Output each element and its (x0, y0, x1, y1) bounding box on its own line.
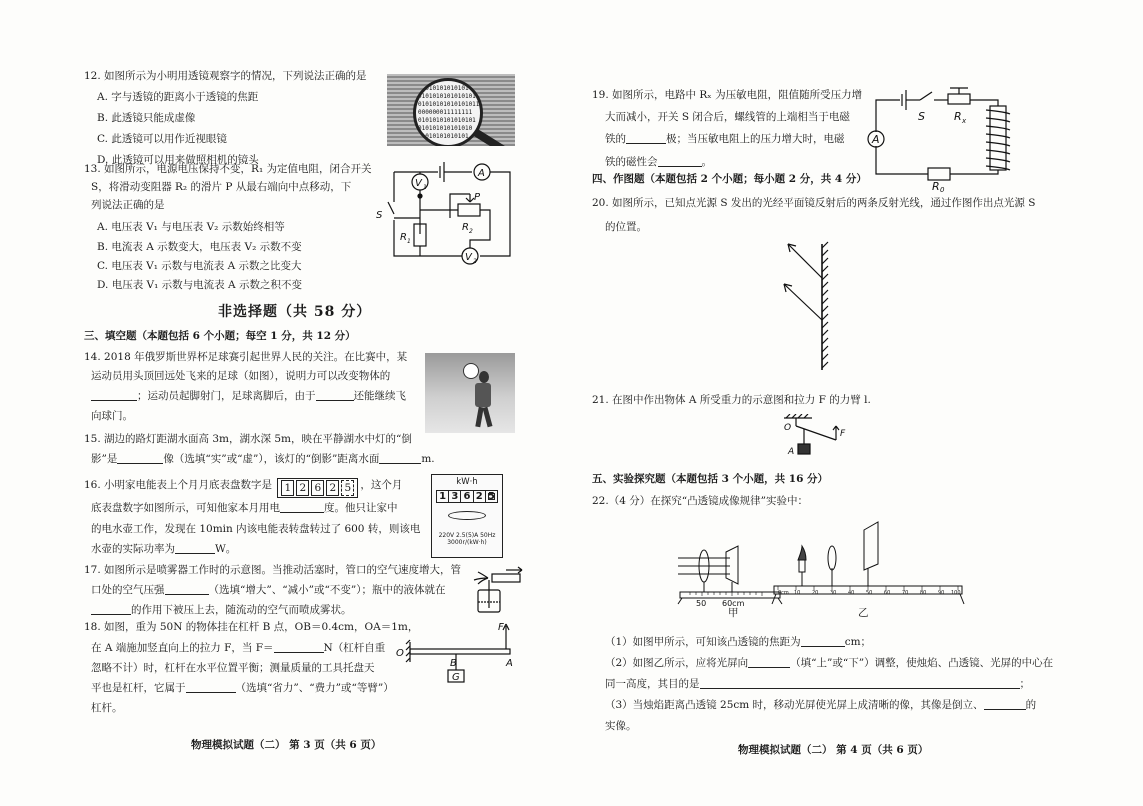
q21-lever-diagram (776, 414, 856, 460)
q21-line-1: 21. 在图中作出物体 A 所受重力的示意图和拉力 F 的力臂 l. (592, 394, 871, 406)
q17-blank-2[interactable] (91, 604, 131, 615)
q15-blank-1[interactable] (117, 453, 163, 464)
q13-switch-label: S (376, 210, 383, 221)
q14-line-3a: ；运动员起脚射门，足球离脚后，由于 (137, 390, 316, 402)
q22-yi-tick: 60 (884, 590, 891, 596)
q18-blank-2[interactable] (186, 682, 236, 693)
meter-digit: 2 (474, 491, 486, 502)
q22-sub-3b: 的 (1025, 699, 1037, 711)
q12-digit-line: 0101010101010101 (418, 93, 476, 100)
q14-blank-2[interactable] (316, 390, 354, 401)
q22-yi-tick: 40 (848, 590, 855, 596)
q18-lever-diagram (392, 620, 522, 688)
q14-blank-1[interactable] (91, 390, 137, 401)
q16-line-2a: 底表盘数字如图所示，可知他家本月用电 (91, 502, 280, 514)
q13-stem-3: 列说法正确的是 (91, 199, 165, 211)
q18-label-b: B (450, 658, 457, 669)
q15-line-2b: 像（选填“实”或“虚”），该灯的“倒影”距离水面 (163, 453, 380, 465)
q18-line-2b: N（杠杆自重 (323, 642, 386, 654)
q22-yi-tick: 0cm (778, 590, 789, 596)
q18-line-4b: （选填“省力”、“费力”或“等臂”） (235, 682, 394, 694)
q22-yi-tick: 80 (920, 590, 927, 596)
magnifier-photo (387, 74, 515, 146)
q22-sub-2-cont (605, 677, 1030, 691)
q12-option-d: D. 此透镜可以用来做照相机的镜头 (97, 154, 259, 166)
q15-line-1: 15. 湖边的路灯距湖水面高 3m，湖水深 5m，映在平静湖水中灯的“倒 (84, 433, 412, 445)
q22-sub-3-cont: 实像。 (605, 720, 637, 732)
non-choice-section-title: 非选择题（共 58 分） (218, 304, 372, 320)
q16-line-1 (84, 478, 402, 498)
q18-label-a: A (506, 658, 513, 669)
q14-line-3 (91, 389, 406, 403)
q14-line-2: 运动员用头顶回远处飞来的足球（如图），说明力可以改变物体的 (91, 370, 391, 382)
part3-heading: 三、填空题（本题包括 6 个小题；每空 1 分，共 12 分） (84, 330, 356, 342)
q19-line-3 (605, 132, 845, 146)
q22-blank-3[interactable] (700, 678, 1020, 689)
q13-r1-label: R (400, 232, 407, 243)
energy-meter (431, 474, 503, 558)
q17-line-3 (91, 603, 352, 617)
q15-line-2c: m. (421, 453, 435, 465)
q21-label-f: F (840, 429, 846, 439)
meter-rev: 3000r/(kW·h) (447, 539, 487, 546)
q13-v2-label: V (465, 252, 472, 263)
q16-line-2 (91, 501, 398, 515)
q22-sub-1a: （1）如图甲所示，可知该凸透镜的焦距为 (605, 636, 801, 648)
q16-box-digit: 2 (326, 480, 339, 496)
q18-line-5: 杠杆。 (91, 702, 123, 714)
q16-line-3: 的电水壶工作，发现在 10min 内该电能表转盘转过了 600 转，则该电 (91, 523, 421, 535)
q16-box-digit: 5 (341, 480, 354, 496)
q13-r2-label: R (462, 222, 469, 233)
q22-yi-tick: 90 (938, 590, 945, 596)
q19-circuit-diagram (858, 84, 1028, 192)
q19-ammeter-label: A (872, 133, 880, 146)
q15-blank-2[interactable] (379, 453, 421, 464)
q19-line-3a: 铁的 (605, 133, 626, 145)
q17-line-1: 17. 如图所示是喷雾器工作时的示意图。当推动活塞时，管口的空气速度增大，管 (84, 564, 462, 576)
q17-line-3a: 的作用下被压上去，随流动的空气而喷成雾状。 (131, 604, 352, 616)
meter-digit: 1 (437, 491, 449, 502)
q13-v2-sub: 2 (473, 258, 477, 265)
meter-unit: kW·h (456, 477, 478, 487)
q22-jia-tick-50: 50 (696, 599, 707, 608)
q13-circuit-diagram (370, 158, 520, 270)
q13-v1-sub: 1 (423, 184, 427, 191)
q18-label-f: F (498, 622, 504, 633)
q12-digit-line: 010101010101010 (418, 125, 473, 132)
q16-box-digit: 2 (296, 480, 309, 496)
q13-stem-2: S，将滑动变阻器 R₂ 的滑片 P 从最右端向中点移动，下 (91, 181, 352, 193)
page-3 (0, 0, 560, 806)
q19-line-4b: 。 (701, 156, 712, 168)
q19-line-4a: 铁的磁性会 (605, 156, 658, 168)
q22-sub-2b: （填“上”或“下”）调整，使烛焰、凸透镜、光屏的中心在 (790, 657, 1054, 669)
q22-yi-tick: 70 (902, 590, 909, 596)
q18-line-4 (91, 681, 394, 695)
q19-blank-1[interactable] (626, 133, 666, 144)
q17-line-2 (91, 583, 445, 597)
q22-sub-3 (605, 698, 1036, 712)
q19-line-2: 大而减小，开关 S 闭合后，螺线管的上端相当于电磁 (605, 111, 850, 123)
q16-line-1a: 16. 小明家电能表上个月月底表盘数字是 (84, 479, 273, 491)
q19-rx-sub: x (962, 117, 967, 125)
q16-line-4a: 水壶的实际功率为 (91, 543, 175, 555)
part5-heading: 五、实验探究题（本题包括 3 个小题，共 16 分） (592, 473, 829, 485)
q12-option-c: C. 此透镜可以用作近视眼镜 (97, 133, 227, 145)
q16-box-digit: 1 (281, 480, 294, 496)
meter-disc (448, 511, 486, 520)
q20-line-2: 的位置。 (605, 221, 647, 233)
q12-digit-line: 0101010101010101 (418, 117, 476, 124)
q19-blank-2[interactable] (658, 156, 702, 167)
q19-line-1: 19. 如图所示，电路中 Rₓ 为压敏电阻，阻值随所受压力增 (592, 89, 863, 101)
q19-line-4 (605, 155, 712, 169)
q12-digit-line: 01010101010101 (418, 85, 469, 92)
page-4 (568, 0, 1143, 806)
q22-sub-2d: ； (1019, 678, 1030, 690)
q22-label-yi: 乙 (858, 607, 869, 619)
page-3-footer: 物理模拟试题（二） 第 3 页（共 6 页） (191, 739, 382, 751)
meter-spec: 220V 2.5(5)A 50Hz (438, 532, 496, 539)
q18-line-4a: 平也是杠杆，它属于 (91, 682, 186, 694)
meter-digit: 6 (461, 491, 473, 502)
q13-v1-label: V (415, 178, 422, 189)
q14-line-1: 14. 2018 年俄罗斯世界杯足球赛引起世界人民的关注。在比赛中，某 (84, 351, 408, 363)
q22-blank-1[interactable] (801, 636, 845, 647)
q22-yi-tick: 10 (794, 590, 801, 596)
q13-ammeter-label: A (478, 168, 485, 179)
q15-line-2 (91, 452, 435, 466)
sprayer-diagram (466, 566, 526, 614)
q18-label-o: O (396, 648, 404, 659)
q16-digit-box (277, 478, 358, 498)
q12-option-b: B. 此透镜只能成虚像 (97, 112, 196, 124)
q20-line-1: 20. 如图所示，已知点光源 S 发出的光经平面镜反射后的两条反射光线，通过作图作出点光源 S (592, 197, 1036, 209)
q18-line-2a: 在 A 端施加竖直向上的拉力 F，当 F＝ (91, 642, 274, 654)
q16-blank-1[interactable] (280, 502, 324, 513)
q22-sub-1b: cm； (844, 636, 872, 648)
q17-blank-1[interactable] (165, 584, 209, 595)
q22-yi-tick: 20 (812, 590, 819, 596)
q16-line-4b: W。 (215, 543, 237, 555)
q22-line-1: 22.（4 分）在探究“凸透镜成像规律”实验中： (592, 495, 808, 507)
q19-line-3b: 极；当压敏电阻上的压力增大时，电磁 (666, 133, 845, 145)
q22-sub-2c: 同一高度，其目的是 (605, 678, 700, 690)
q21-label-a: A (788, 447, 795, 457)
part4-heading: 四、作图题（本题包括 2 个小题；每小题 2 分，共 4 分） (592, 173, 867, 185)
q22-sub-2a: （2）如图乙所示，应将光屏向 (605, 657, 749, 669)
q17-line-2b: （选填“增大”、“减小”或“不变”）；瓶中的液体就在 (208, 584, 446, 596)
soccer-photo (425, 353, 515, 433)
q21-label-o: O (784, 423, 792, 433)
q22-yi-tick: 30 (830, 590, 837, 596)
q19-r0-sub: 0 (940, 186, 945, 192)
q22-sub-3a: （3）当烛焰距离凸透镜 25cm 时，移动光屏使光屏上成清晰的像，其像是倒立、 (605, 699, 984, 711)
q14-line-4: 向球门。 (91, 410, 133, 422)
meter-digit: 5 (486, 491, 497, 502)
q18-blank-1[interactable] (274, 642, 324, 653)
q13-option-d: D. 电压表 V₁ 示数与电流表 A 示数之积不变 (97, 279, 302, 291)
q16-line-1b: ，这个月 (360, 479, 403, 491)
q19-rx-label: R (954, 110, 962, 123)
q18-line-2 (91, 641, 385, 655)
q16-line-4 (91, 542, 236, 556)
q22-blank-4[interactable] (984, 699, 1026, 710)
q13-option-b: B. 电流表 A 示数变大，电压表 V₂ 示数不变 (97, 241, 302, 253)
q22-sub-2 (605, 656, 1053, 670)
q13-option-c: C. 电压表 V₁ 示数与电流表 A 示数之比变大 (97, 260, 302, 272)
q19-r0-label: R (932, 180, 940, 192)
q18-line-3: 忽略不计）时，杠杆在水平位置平衡；测量质量的工具托盘天 (91, 662, 375, 674)
q14-line-3b: 还能继续飞 (353, 390, 406, 402)
q12-digit-line: 000000011111111 (418, 109, 473, 116)
q22-blank-2[interactable] (748, 657, 790, 668)
q13-slider-label: P (474, 192, 481, 203)
q16-box-digit: 6 (311, 480, 324, 496)
q22-lens-diagram-yi (768, 520, 968, 610)
q22-label-jia: 甲 (728, 607, 739, 619)
q15-line-2a: 影”是 (91, 453, 118, 465)
q22-sub-1 (605, 635, 871, 649)
q13-r2-sub: 2 (469, 228, 473, 235)
meter-digit: 3 (449, 491, 461, 502)
q12-digit-line: 01010101010101 (418, 133, 469, 140)
q18-label-g: G (452, 672, 460, 683)
q22-yi-tick: 100 (951, 590, 961, 596)
q13-stem-1: 13. 如图所示，电源电压保持不变，R₁ 为定值电阻，闭合开关 (84, 163, 372, 175)
q20-mirror-diagram (776, 240, 856, 374)
q19-switch-label: S (918, 110, 925, 123)
q12-stem: 12. 如图所示为小明用透镜观察字的情况，下列说法正确的是 (84, 70, 367, 82)
q22-jia-tick-60: 60cm (722, 599, 745, 608)
q13-option-a: A. 电压表 V₁ 与电压表 V₂ 示数始终相等 (97, 221, 285, 233)
q12-digit-line: 01010101010101011 (418, 101, 480, 108)
q12-option-a: A. 字与透镜的距离小于透镜的焦距 (97, 91, 259, 103)
q18-line-1: 18. 如图，重为 50N 的物体挂在杠杆 B 点，OB＝0.4cm，OA＝1m， (84, 621, 419, 633)
q22-yi-tick: 50 (866, 590, 873, 596)
q16-blank-2[interactable] (175, 543, 215, 554)
q17-line-2a: 口处的空气压强 (91, 584, 165, 596)
q13-r1-sub: 1 (407, 238, 411, 245)
q16-line-2b: 度。他只让家中 (324, 502, 398, 514)
page-4-footer: 物理模拟试题（二） 第 4 页（共 6 页） (738, 744, 929, 756)
